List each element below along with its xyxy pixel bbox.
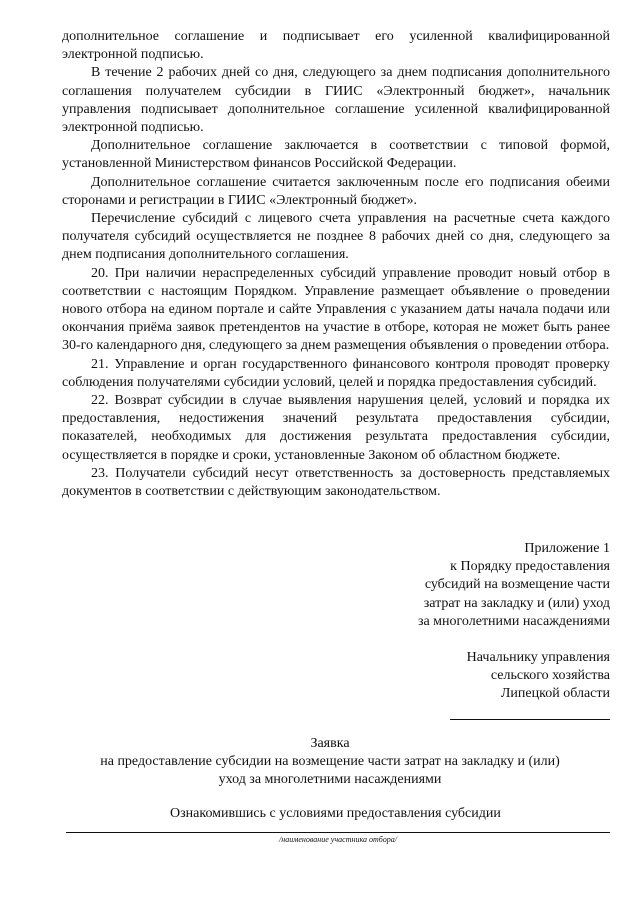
addressee-name-line [450, 705, 610, 720]
addressee-line: сельского хозяйства [490, 668, 610, 684]
addressee-block [350, 649, 610, 726]
paragraph-continuation: дополнительное соглашение и подписывает его усиленной квалифицированной электронной подписью. [62, 29, 610, 63]
application-heading [40, 735, 620, 790]
paragraph-item-20: 20. При наличии нераспределенных субсидий управление проводит новый отбор в соответствии с настоящим Порядком. Управление размещает объявление о проведении нового отбора на едином портале и сайте Управления с указанием даты начала подачи или окончания приёма заявок претендентов на участие в отборе, которая не может быть ранее 30-го календарного дня, следующего за днем размещения объявления о проведении отбора. [62, 265, 610, 354]
paragraph-item-22: 22. Возврат субсидии в случае выявления нарушения целей, условий и порядка их предоставления, недостижения значений результата предоставления субсидии, показателей, необходимых для достижения результата предоставления субсидии, осуществляется в порядке и сроки, установленные Законом об областном бюджете. [62, 393, 610, 463]
application-subtitle: уход за многолетними насаждениями [218, 772, 442, 788]
appendix-line: затрат на закладку и (или) уход [423, 595, 610, 611]
appendix-reference [350, 540, 610, 631]
appendix-line: к Порядку предоставления [450, 559, 610, 575]
application-title: Заявка [310, 736, 350, 751]
addressee-line: Липецкой области [500, 686, 610, 702]
paragraph-agreement-concluded: Дополнительное соглашение считается заключенным после его подписания обеими сторонами и регистрации в ГИИС «Электронный бюджет». [62, 174, 610, 208]
appendix-line: Приложение 1 [524, 541, 610, 556]
familiarization-text: Ознакомившись с условиями предоставления субсидии [170, 806, 501, 821]
participant-name-line [66, 832, 610, 833]
paragraph-item-21: 21. Управление и орган государственного финансового контроля проводят проверку соблюдения получателями субсидии условий, целей и порядка предоставления субсидий. [62, 356, 610, 390]
document-body [62, 28, 610, 501]
application-subtitle: на предоставление субсидии на возмещение части затрат на закладку и (или) [100, 754, 560, 770]
appendix-line: субсидий на возмещение части [424, 577, 610, 593]
paragraph-transfer-of-subsidies: Перечисление субсидий с лицевого счета управления на расчетные счета каждого получателя субсидий осуществляется не позднее 8 рабочих дней со дня, следующего за днем подписания дополнительного соглашения. [62, 211, 610, 263]
participant-name-caption: /наименование участника отбора/ [279, 835, 397, 844]
paragraph-standard-form: Дополнительное соглашение заключается в соответствии с типовой формой, установленной Министерством финансов Российской Федерации. [62, 138, 610, 172]
paragraph-signing-deadline: В течение 2 рабочих дней со дня, следующего за днем подписания дополнительного соглашения получателем субсидии в ГИИС «Электронный бюджет», начальник управления подписывает дополнительное соглашение усиленной квалифицированной электронной подписью. [62, 65, 610, 136]
paragraph-item-23: 23. Получатели субсидий несут ответственность за достоверность представляемых документов в соответствии с действующим законодательством. [62, 465, 610, 500]
appendix-line: за многолетними насаждениями [417, 613, 610, 629]
addressee-line: Начальнику управления [466, 650, 610, 665]
